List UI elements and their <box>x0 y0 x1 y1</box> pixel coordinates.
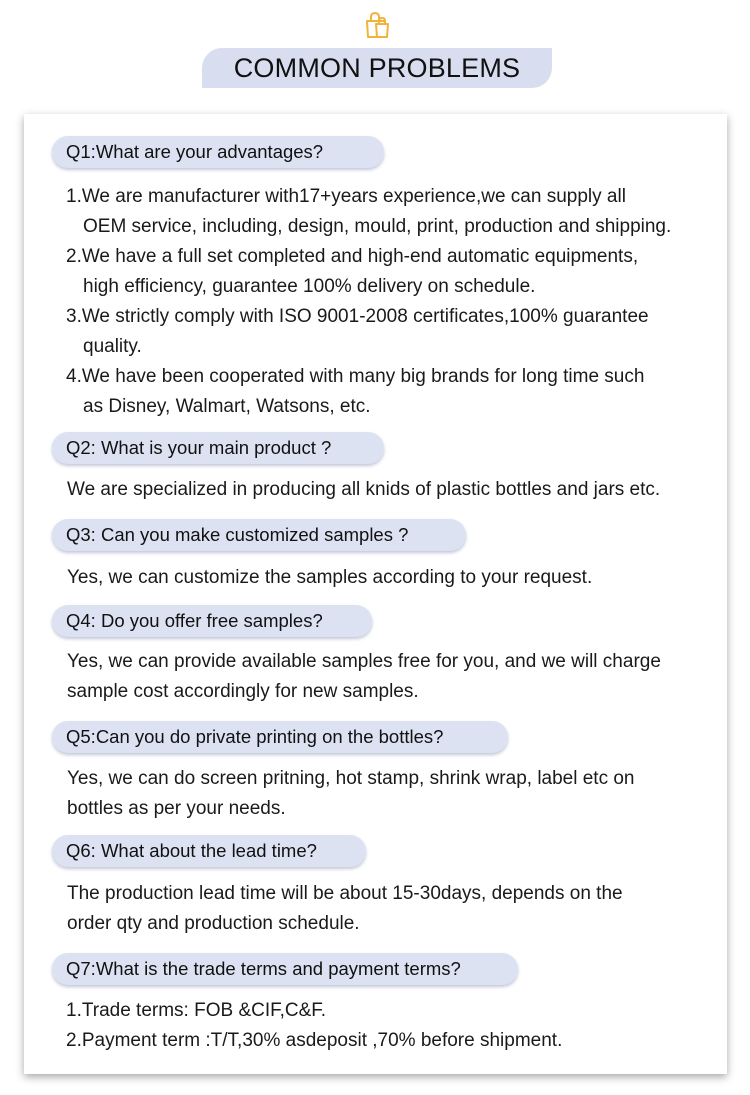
answer-line: 3.We strictly comply with ISO 9001-2008 certificates,100% guarantee <box>66 306 649 327</box>
answer-line: high efficiency, guarantee 100% delivery on schedule. <box>83 276 536 297</box>
answer-line: 1.We are manufacturer with17+years experience,we can supply all <box>66 186 626 207</box>
faq-question-6: Q6: What about the lead time? <box>52 835 366 867</box>
answer-line: sample cost accordingly for new samples. <box>67 681 419 702</box>
faq-question-7: Q7:What is the trade terms and payment terms? <box>52 953 518 985</box>
faq-answer-1 <box>66 182 706 422</box>
answer-line: OEM service, including, design, mould, print, production and shipping. <box>83 216 672 237</box>
answer-line: 1.Trade terms: FOB &CIF,C&F. <box>66 1000 327 1021</box>
answer-line: Yes, we can do screen pritning, hot stamp, shrink wrap, label etc on <box>67 768 635 789</box>
answer-line: 2.Payment term :T/T,30% asdeposit ,70% before shipment. <box>66 1030 563 1051</box>
answer-line: We are specialized in producing all knids of plastic bottles and jars etc. <box>67 479 661 500</box>
faq-answer-6 <box>67 879 707 939</box>
faq-question-1: Q1:What are your advantages? <box>52 136 384 168</box>
answer-line: 2.We have a full set completed and high-end automatic equipments, <box>66 246 639 267</box>
faq-answer-5 <box>67 764 707 824</box>
answer-line: Yes, we can customize the samples according to your request. <box>67 567 593 588</box>
answer-line: bottles as per your needs. <box>67 798 286 819</box>
shopping-bag-icon <box>361 10 391 40</box>
faq-question-5: Q5:Can you do private printing on the bottles? <box>52 721 508 753</box>
faq-question-3: Q3: Can you make customized samples ? <box>52 519 466 551</box>
faq-answer-7 <box>66 996 706 1056</box>
faq-answer-2 <box>67 475 707 505</box>
faq-answer-3 <box>67 563 707 593</box>
faq-question-4: Q4: Do you offer free samples? <box>52 605 372 637</box>
answer-line: quality. <box>83 336 142 357</box>
answer-line: 4.We have been cooperated with many big brands for long time such <box>66 366 645 387</box>
answer-line: as Disney, Walmart, Watsons, etc. <box>83 396 371 417</box>
faq-question-2: Q2: What is your main product ? <box>52 432 384 464</box>
faq-answer-4 <box>67 647 707 707</box>
page-title-banner <box>202 48 552 88</box>
answer-line: order qty and production schedule. <box>67 913 360 934</box>
page-title: COMMON PROBLEMS <box>233 52 521 83</box>
answer-line: The production lead time will be about 15-30days, depends on the <box>67 883 623 904</box>
answer-line: Yes, we can provide available samples free for you, and we will charge <box>67 651 661 672</box>
